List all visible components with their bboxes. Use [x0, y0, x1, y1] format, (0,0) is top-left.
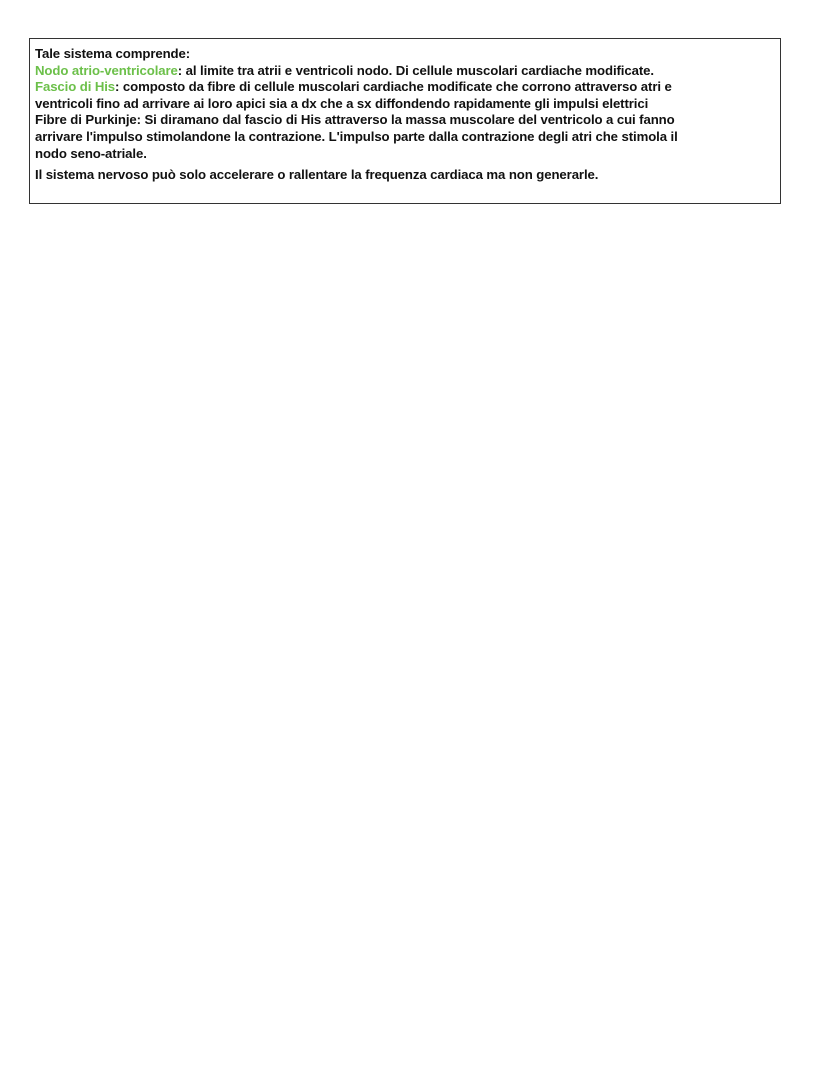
nodo-text: : al limite tra atrii e ventricoli nodo. Di cellule muscolari cardiache modificate.	[177, 62, 654, 78]
conclusion-line: Il sistema nervoso può solo accelerare o rallentare la frequenza cardiaca ma non generarle.	[35, 167, 599, 183]
nodo-label: Nodo atrio-ventricolare	[35, 62, 178, 78]
text-line: arrivare l'impulso stimolandone la contrazione. L'impulso parte dalla contrazione degli atri che stimola il	[35, 128, 678, 144]
text-line: ventricoli fino ad arrivare ai loro apici sia a dx che a sx diffondendo rapidamente gli impulsi elettrici	[35, 95, 649, 111]
intro-line: Tale sistema comprende:	[35, 46, 191, 61]
nodo-line	[35, 63, 780, 80]
purkinje-line: Fibre di Purkinje: Si diramano dal fascio di His attraverso la massa muscolare del ventricolo a cui fanno	[35, 112, 675, 128]
fascio-line	[35, 79, 780, 96]
fascio-label: Fascio di His	[35, 79, 116, 95]
fascio-text: : composto da fibre di cellule muscolari cardiache modificate che corrono attraverso atri e	[115, 79, 672, 95]
text-box	[29, 38, 781, 204]
text-line: nodo seno-atriale.	[35, 145, 147, 161]
